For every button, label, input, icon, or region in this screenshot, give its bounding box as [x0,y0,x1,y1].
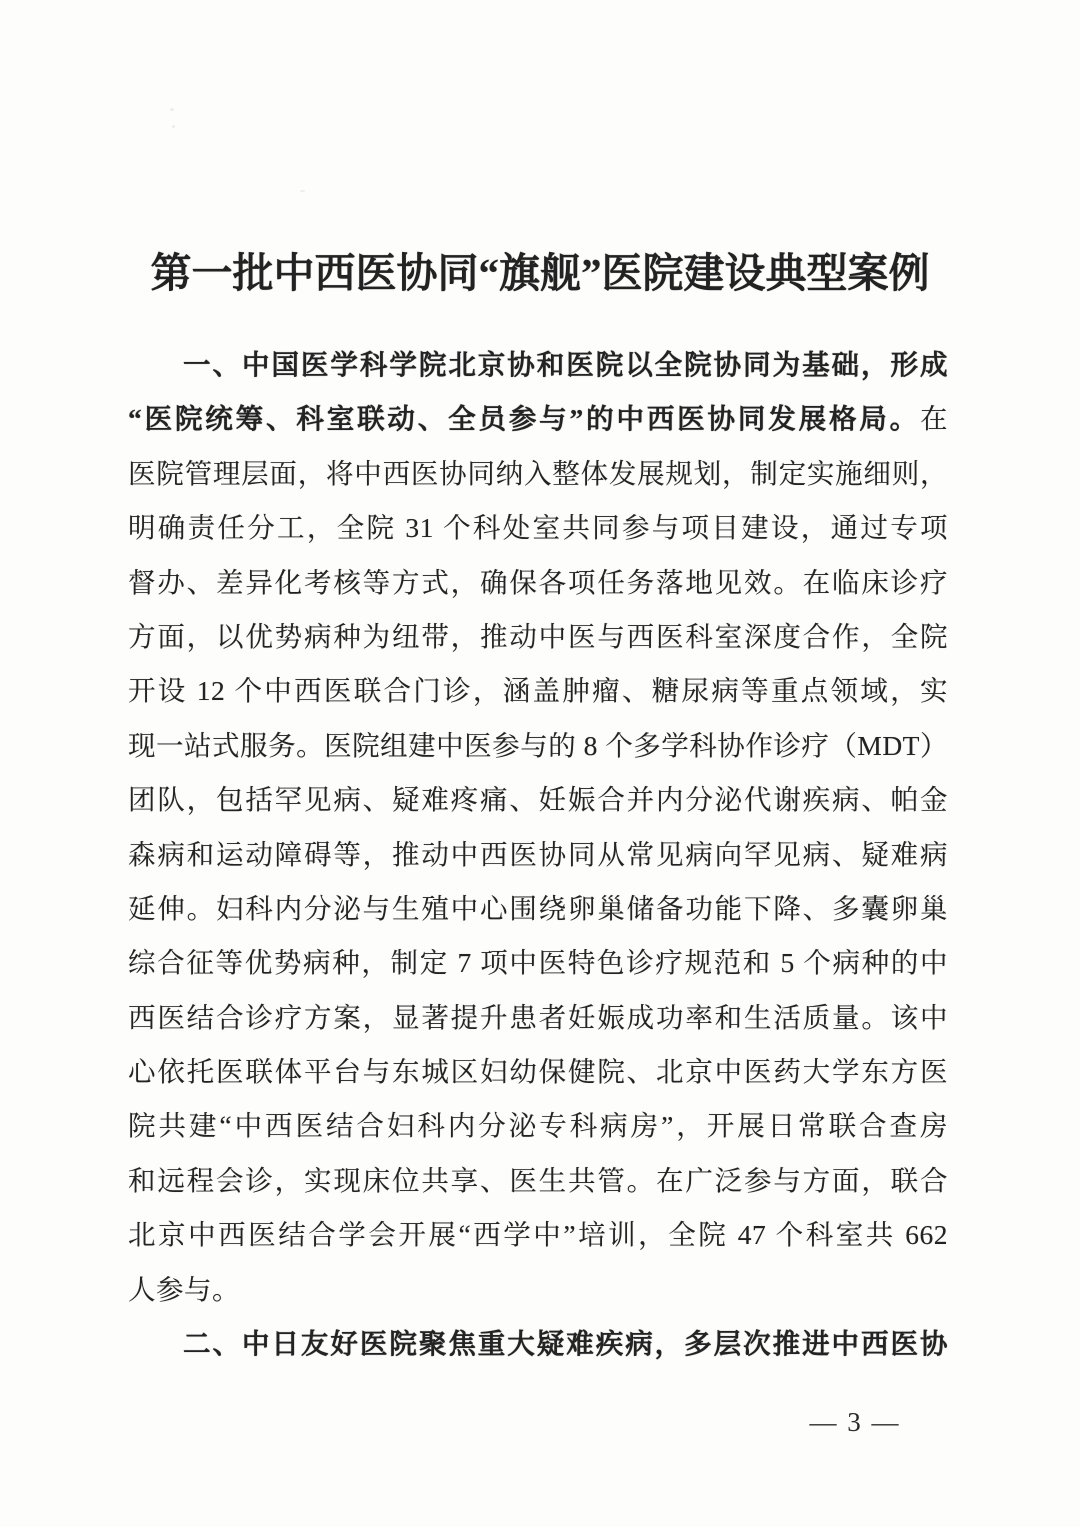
body-text: 森病和运动障碍等，推动中西医协同从常见病向罕见病、疑难病 [128,838,948,870]
body-text: 延伸。妇科内分泌与生殖中心围绕卵巢储备功能下降、多囊卵巢 [128,892,948,924]
text-line [128,1317,948,1371]
body-text: 医院管理层面，将中西医协同纳入整体发展规划，制定实施细则， [128,457,948,489]
text-line [128,773,948,827]
body-text: 方面，以优势病种为纽带，推动中医与西医科室深度合作，全院 [128,620,948,652]
text-line [128,338,948,392]
text-line [128,936,948,990]
scan-artifact [172,125,175,128]
text-line [128,1154,948,1208]
body-text: 北京中西医结合学会开展“西学中”培训，全院 47 个科室共 662 [128,1219,948,1251]
text-line [128,610,948,664]
body-text: 开设 12 个中西医联合门诊，涵盖肿瘤、糖尿病等重点领域，实 [128,675,948,707]
text-line [128,719,948,773]
paragraph-1 [128,338,948,1317]
body-text: 心依托医联体平台与东城区妇幼保健院、北京中医药大学东方医 [128,1056,948,1088]
document-body [128,338,948,1371]
text-line [128,991,948,1045]
body-text: 综合征等优势病种，制定 7 项中医特色诊疗规范和 5 个病种的中 [128,947,948,979]
bold-lead-text: “医院统筹、科室联动、全员参与”的中西医协同发展格局。 [128,403,920,435]
bold-lead-text: 二、中日友好医院聚焦重大疑难疾病，多层次推进中西医协 [183,1328,948,1360]
body-text: 现一站式服务。医院组建中医参与的 8 个多学科协作诊疗（MDT） [128,729,948,761]
body-text: 督办、差异化考核等方式，确保各项任务落地见效。在临床诊疗 [128,566,948,598]
text-line [128,1099,948,1153]
text-line [128,1208,948,1262]
body-text: 人参与。 [128,1273,240,1305]
text-line [128,556,948,610]
body-text: 明确责任分工，全院 31 个科处室共同参与项目建设，通过专项 [128,512,948,544]
text-line [128,1045,948,1099]
text-line [128,1263,948,1317]
scan-artifact [300,190,305,192]
text-line [128,447,948,501]
body-text: 团队，包括罕见病、疑难疼痛、妊娠合并内分泌代谢疾病、帕金 [128,784,948,816]
text-line [128,882,948,936]
body-text: 西医结合诊疗方案，显著提升患者妊娠成功率和生活质量。该中 [128,1001,948,1033]
text-line [128,664,948,718]
body-text: 和远程会诊，实现床位共享、医生共管。在广泛参与方面，联合 [128,1164,948,1196]
page-number: — 3 — [809,1407,901,1437]
paragraph-2 [128,1317,948,1371]
document-title: 第一批中西医协同“旗舰”医院建设典型案例 [150,250,930,297]
text-line [128,392,948,446]
bold-lead-text: 一、中国医学科学院北京协和医院以全院协同为基础，形成 [183,349,948,380]
text-line [128,501,948,555]
scan-artifact [170,108,174,111]
body-text: 院共建“中西医结合妇科内分泌专科病房”，开展日常联合查房 [128,1110,948,1142]
text-line [128,828,948,882]
body-text: 在 [920,403,948,435]
